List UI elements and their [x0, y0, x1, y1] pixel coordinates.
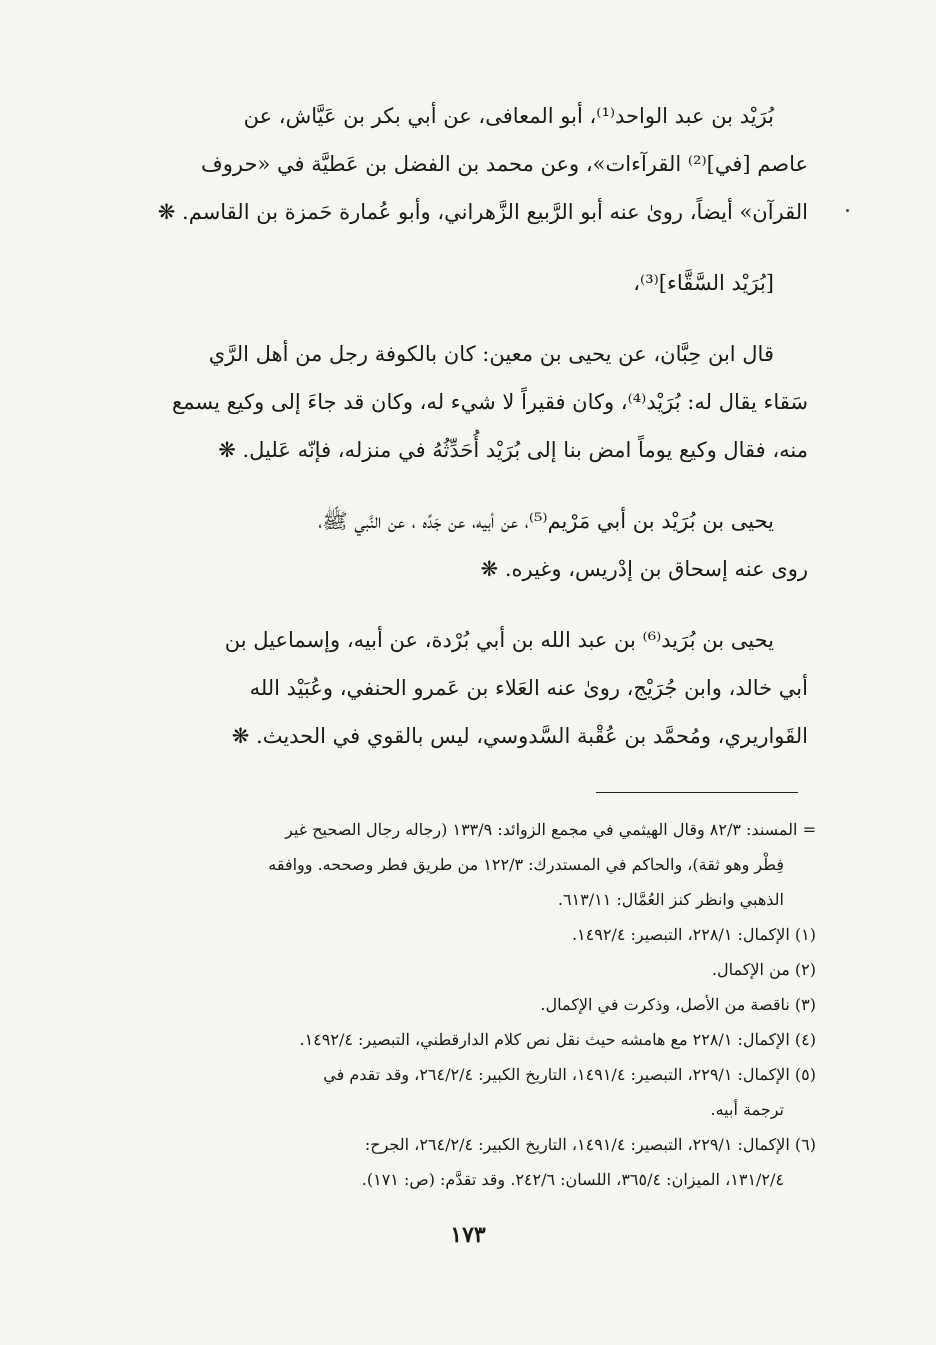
entry-bureyd-ibn-abd-al-wahid — [118, 92, 808, 236]
entry-yahya-ibn-bureyd-ibn-abdullah — [118, 616, 808, 760]
text-line: يحيى بن بُرَيْد بن أبي مَرْيم⁽⁵⁾، عن أبيه، عن جَدِّه ، عن النَّبي ﷺ، — [318, 509, 774, 533]
footnote-5 — [112, 1057, 816, 1127]
footnote-2 — [112, 952, 816, 987]
footnote-line: (٦) الإكمال: ٢٢٩/١، التبصير: ١٤٩١/٤، التاريخ الكبير: ٢٦٤/٢/٤، الجرح: — [364, 1135, 816, 1154]
footnote-line: الذهبي وانظر كنز العُمَّال: ٦١٣/١١. — [557, 890, 784, 909]
entry-yahya-ibn-bureyd-ibn-abi-maryam — [118, 497, 808, 593]
text-line: أبي خالد، وابن جُرَيْج، روىٰ عنه العَلاء بن عَمرو الحنفي، وعُبَيْد الله — [249, 676, 808, 700]
footnote-line: ١٣١/٢/٤، الميزان: ٣٦٥/٤، اللسان: ٢٤٢/٦. وقد تقدَّم: (ص: ١٧١). — [361, 1170, 784, 1189]
text-line: روى عنه إسحاق بن إدْريس، وغيره. ❋ — [480, 557, 808, 581]
footnote-line: (٣) ناقصة من الأصل، وذكرت في الإكمال. — [540, 995, 816, 1014]
text-line: عاصم [في]⁽²⁾ القرآءات»، وعن محمد بن الفضل بن عَطيَّة في «حروف — [200, 152, 808, 176]
footnote-line: (٢) من الإكمال. — [711, 960, 816, 979]
footnote-line: = المسند: ٨٢/٣ وقال الهيثمي في مجمع الزوائد: ١٣٣/٩ (رجاله رجال الصحيح غير — [285, 820, 816, 839]
footnote-line: (١) الإكمال: ٢٢٨/١، التبصير: ١٤٩٢/٤. — [571, 925, 816, 944]
text-line: بُرَيْد بن عبد الواحد⁽¹⁾، أبو المعافى، عن أبي بكر بن عَيَّاش، عن — [243, 104, 774, 128]
entry-bureyd-al-saqqa-heading — [118, 259, 808, 307]
text-line: القرآن» أيضاً، روىٰ عنه أبو الرَّبيع الزَّهراني، وأبو عُمارة حَمزة بن القاسم. ❋ — [157, 200, 808, 224]
footnote-6 — [112, 1127, 816, 1197]
footnote-3 — [112, 987, 816, 1022]
footnote-line: (٤) الإكمال: ٢٢٨/١ مع هامشه حيث نقل نص كلام الدارقطني، التبصير: ١٤٩٢/٤. — [299, 1030, 816, 1049]
entry-bureyd-al-saqqa — [118, 330, 808, 474]
footnote-4 — [112, 1022, 816, 1057]
text-line: يحيى بن بُرَيد⁽⁶⁾ بن عبد الله بن أبي بُرْدة، عن أبيه، وإسماعيل بن — [224, 628, 774, 652]
text-line: قال ابن حِبَّان، عن يحيى بن معين: كان بالكوفة رجل من أهل الرَّي — [208, 342, 774, 366]
margin-mark — [846, 209, 849, 212]
footnotes — [112, 812, 816, 1197]
text-line: [بُرَيْد السَّقَّاء]⁽³⁾، — [633, 271, 774, 295]
footnote-line: فِطْر وهو ثقة)، والحاكم في المستدرك: ١٢٢/٣ من طريق فطر وصححه. ووافقه — [268, 855, 784, 874]
footnote-line: (٥) الإكمال: ٢٢٩/١، التبصير: ١٤٩١/٤، التاريخ الكبير: ٢٦٤/٢/٤، وقد تقدم في — [323, 1065, 816, 1084]
footnote-1 — [112, 917, 816, 952]
page-number: ١٧٣ — [450, 1222, 486, 1248]
footnote-continued — [112, 812, 816, 917]
main-text — [118, 92, 808, 760]
text-line: منه، فقال وكيع يوماً امض بنا إلى بُرَيْد أُحَدِّثُهُ في منزله، فإنّه عَليل. ❋ — [218, 438, 808, 462]
text-line: سَقاء يقال له: بُرَيْد⁽⁴⁾، وكان فقيراً لا شيء له، وكان قد جاءَ إلى وكيع يسمع — [172, 390, 808, 414]
text-line: القَواريري، ومُحمَّد بن عُقْبة السَّدوسي، ليس بالقوي في الحديث. ❋ — [231, 724, 808, 748]
footnote-line: ترجمة أبيه. — [710, 1100, 784, 1119]
footnote-divider — [596, 792, 798, 793]
